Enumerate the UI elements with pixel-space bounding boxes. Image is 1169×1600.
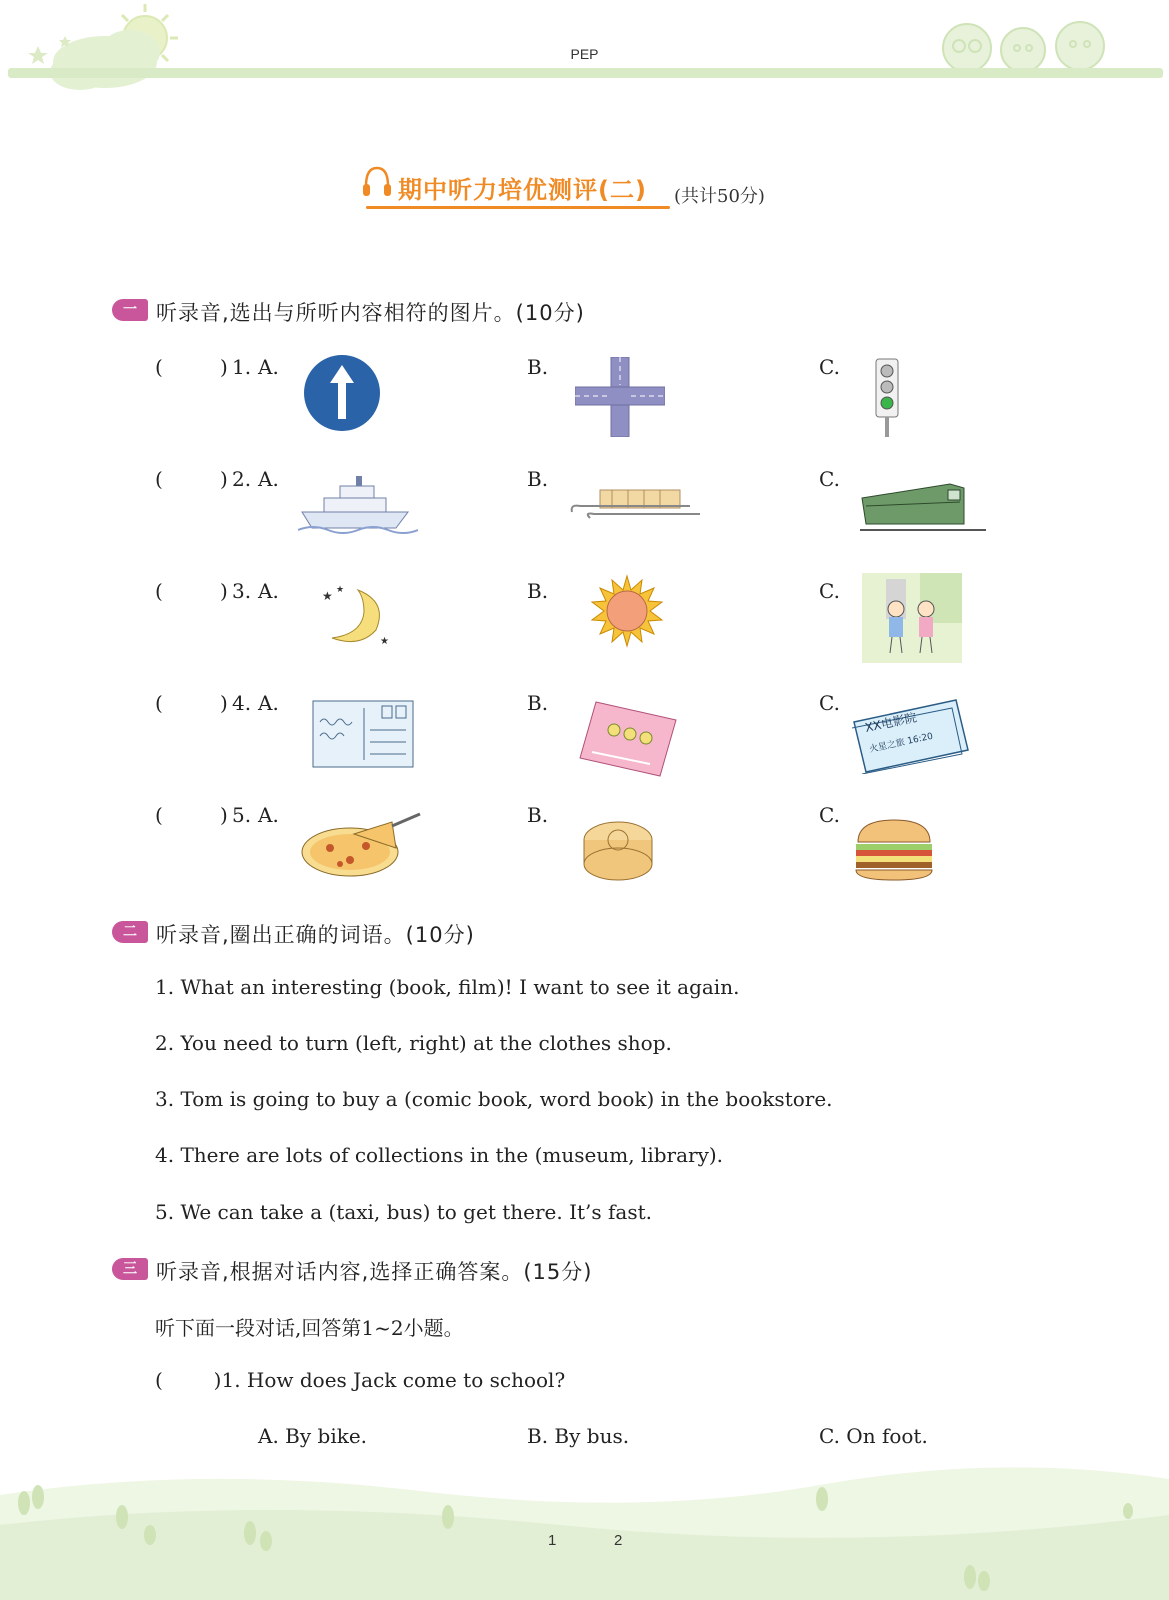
option-label-b: B. bbox=[527, 467, 549, 491]
children-park-icon bbox=[862, 573, 962, 663]
header-label: PEP bbox=[570, 46, 599, 62]
page-number-right: 2 bbox=[614, 1532, 623, 1549]
circle-item-1[interactable]: 1. What an interesting (book, film)! I want to see it again. bbox=[155, 975, 740, 999]
train-icon bbox=[860, 478, 986, 538]
svg-text:★: ★ bbox=[336, 585, 345, 595]
circle-item-4[interactable]: 4. There are lots of collections in the (museum, library). bbox=[155, 1143, 724, 1167]
answer-paren-open: ( bbox=[155, 355, 163, 379]
movie-ticket-icon bbox=[852, 698, 972, 774]
hamburger-icon bbox=[854, 816, 934, 884]
answer-blank[interactable] bbox=[168, 579, 216, 603]
answer-blank[interactable] bbox=[168, 691, 216, 715]
option-label-b: B. bbox=[527, 803, 549, 827]
option-c[interactable]: C. On foot. bbox=[819, 1424, 928, 1448]
moon-stars-icon bbox=[318, 582, 394, 648]
option-label-a: A. bbox=[258, 579, 279, 603]
headphone-icon bbox=[360, 164, 394, 204]
answer-paren-close: ) bbox=[220, 355, 228, 379]
question-number: 1. bbox=[232, 355, 252, 379]
answer-paren-close: ) bbox=[220, 467, 228, 491]
answer-paren-open: ( bbox=[155, 467, 163, 491]
option-label-a: A. bbox=[258, 691, 279, 715]
ticket-title: XX电影院 bbox=[863, 710, 918, 735]
option-label-c: C. bbox=[819, 355, 840, 379]
option-label-a: A. bbox=[258, 355, 279, 379]
answer-blank[interactable] bbox=[168, 467, 216, 491]
question-number: 3. bbox=[232, 579, 252, 603]
option-label-c: C. bbox=[819, 803, 840, 827]
dialog-instruction: 听下面一段对话,回答第1~2小题。 bbox=[155, 1316, 464, 1340]
sun-icon bbox=[590, 574, 664, 648]
mooncake-icon bbox=[580, 816, 656, 884]
answer-blank[interactable] bbox=[168, 803, 216, 827]
question-number: 5. bbox=[232, 803, 252, 827]
answer-paren-close: ) bbox=[220, 579, 228, 603]
answer-paren-open: ( bbox=[155, 579, 163, 603]
circle-item-3[interactable]: 3. Tom is going to buy a (comic book, word book) in the bookstore. bbox=[155, 1087, 833, 1111]
option-label-a: A. bbox=[258, 467, 279, 491]
answer-paren-open: ( bbox=[155, 691, 163, 715]
answer-blank[interactable] bbox=[168, 355, 216, 379]
section-title: 听录音,圈出正确的词语。(10分) bbox=[156, 923, 475, 947]
question-number: 4. bbox=[232, 691, 252, 715]
answer-paren-close: ) bbox=[220, 803, 228, 827]
option-label-b: B. bbox=[527, 355, 549, 379]
option-label-c: C. bbox=[819, 691, 840, 715]
section-badge: 二 bbox=[112, 921, 148, 943]
sled-icon bbox=[570, 486, 704, 522]
section-title: 听录音,根据对话内容,选择正确答案。(15分) bbox=[156, 1260, 593, 1284]
option-label-a: A. bbox=[258, 803, 279, 827]
circle-item-5[interactable]: 5. We can take a (taxi, bus) to get there. It’s fast. bbox=[155, 1200, 652, 1224]
footer-hills bbox=[0, 1455, 1169, 1600]
page-number-left: 1 bbox=[548, 1532, 557, 1549]
answer-paren-open: ( bbox=[155, 803, 163, 827]
svg-text:★: ★ bbox=[380, 636, 389, 647]
greeting-card-icon bbox=[578, 698, 682, 780]
question-number: 2. bbox=[232, 467, 252, 491]
section-badge: 三 bbox=[112, 1258, 148, 1280]
crossroads-icon bbox=[575, 357, 665, 437]
circle-item-2[interactable]: 2. You need to turn (left, right) at the clothes shop. bbox=[155, 1031, 672, 1055]
answer-paren-close: ) bbox=[220, 691, 228, 715]
title-underline bbox=[366, 206, 670, 209]
option-a[interactable]: A. By bike. bbox=[258, 1424, 368, 1448]
arrow-up-sign-icon bbox=[302, 353, 382, 433]
section-title: 听录音,选出与所听内容相符的图片。(10分) bbox=[156, 301, 585, 325]
option-b[interactable]: B. By bus. bbox=[527, 1424, 630, 1448]
page-subtitle: (共计50分) bbox=[674, 186, 765, 207]
header-decoration-right bbox=[935, 10, 1125, 75]
page-title: 期中听力培优测评(二) bbox=[398, 176, 647, 204]
svg-text:★: ★ bbox=[322, 589, 333, 603]
option-label-c: C. bbox=[819, 579, 840, 603]
section-badge: 一 bbox=[112, 299, 148, 321]
header-band bbox=[8, 68, 1163, 78]
question-1[interactable]: ( )1. How does Jack come to school? bbox=[155, 1368, 566, 1392]
ship-icon bbox=[298, 472, 418, 534]
option-label-b: B. bbox=[527, 691, 549, 715]
pizza-icon bbox=[300, 812, 424, 878]
ticket-line: 火星之旅 16:20 bbox=[868, 731, 935, 755]
postcard-icon bbox=[312, 700, 414, 768]
option-label-b: B. bbox=[527, 579, 549, 603]
option-label-c: C. bbox=[819, 467, 840, 491]
traffic-light-icon bbox=[870, 355, 904, 439]
